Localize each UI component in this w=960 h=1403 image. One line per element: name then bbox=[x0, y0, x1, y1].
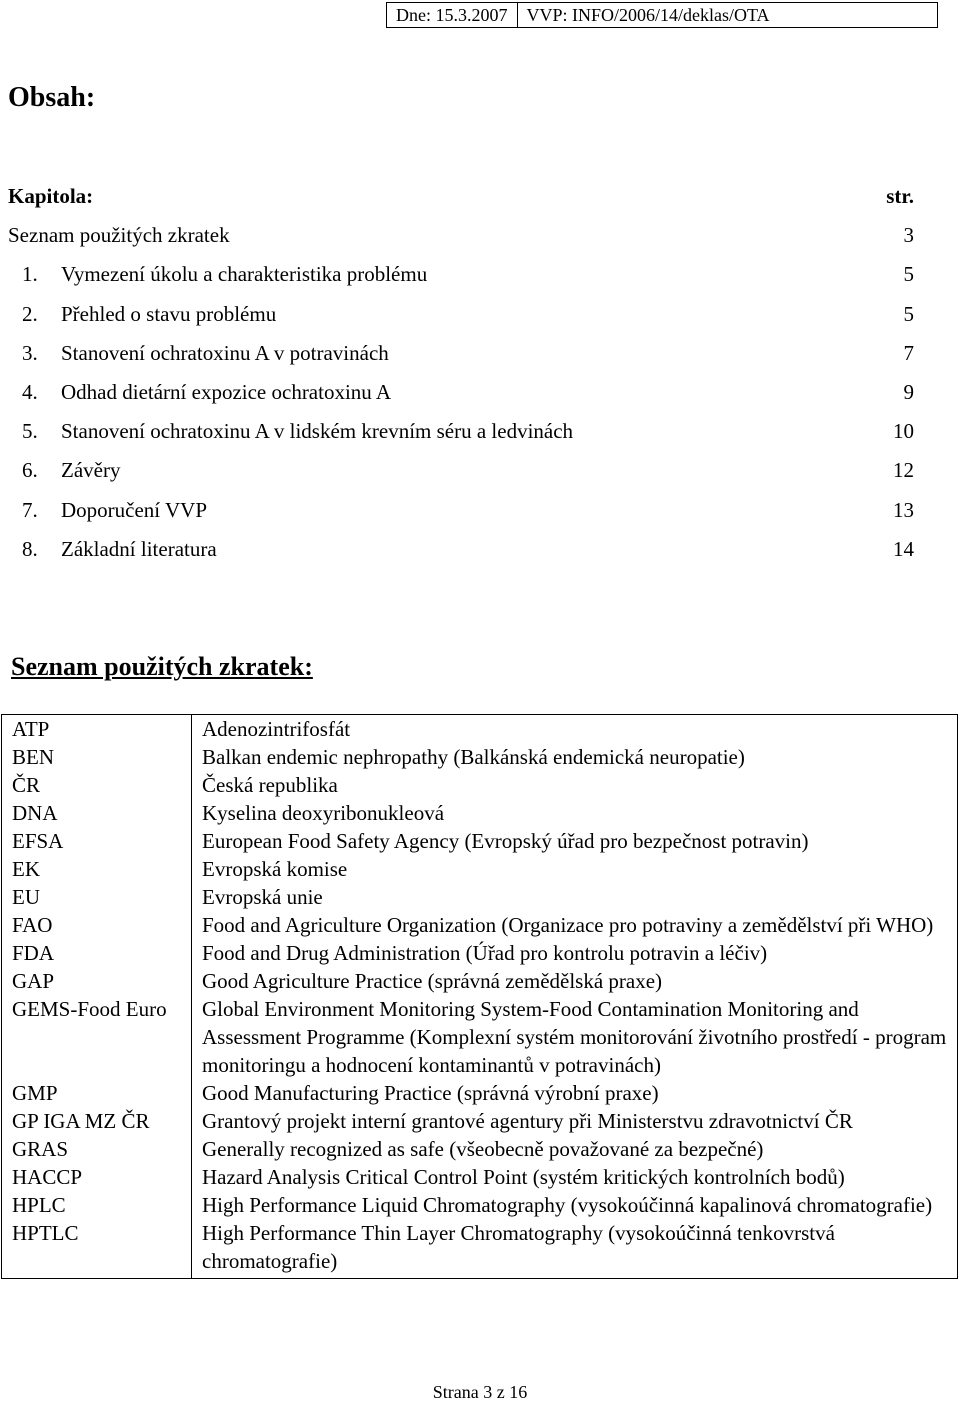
abbreviation-meaning: Balkan endemic nephropathy (Balkánská endemická neuropatie) bbox=[192, 743, 958, 771]
table-row bbox=[2, 799, 958, 827]
toc-entry-page: 9 bbox=[903, 379, 914, 404]
abbreviation: FAO bbox=[2, 911, 192, 939]
toc-entry-page: 5 bbox=[903, 301, 914, 326]
toc-entry-title bbox=[8, 451, 120, 490]
abbreviation-meaning: Kyselina deoxyribonukleová bbox=[192, 799, 958, 827]
abbreviations-table bbox=[1, 714, 958, 1279]
abbreviation: EU bbox=[2, 883, 192, 911]
toc-entry-page: 12 bbox=[893, 458, 914, 483]
table-row bbox=[2, 771, 958, 799]
abbreviation-meaning: Global Environment Monitoring System-Food Contamination Monitoring and Assessment Programme (Komplexní systém monitorování životního prostředí - program monitoringu a hodnocení kontaminantů v potravinách) bbox=[192, 995, 958, 1079]
toc-entry-number: 2. bbox=[22, 301, 38, 326]
abbreviation: HPLC bbox=[2, 1191, 192, 1219]
table-row bbox=[2, 1191, 958, 1219]
abbreviation: EFSA bbox=[2, 827, 192, 855]
toc-entry bbox=[8, 412, 914, 451]
table-row bbox=[2, 995, 958, 1079]
toc-title: Obsah: bbox=[8, 82, 96, 113]
toc-entry-number: 1. bbox=[22, 262, 38, 287]
abbreviation-meaning: Grantový projekt interní grantové agentury při Ministerstvu zdravotnictví ČR bbox=[192, 1107, 958, 1135]
toc-entry bbox=[8, 255, 914, 294]
abbreviation-meaning: Adenozintrifosfát bbox=[192, 715, 958, 744]
toc-entry-label: Odhad dietární expozice ochratoxinu A bbox=[61, 379, 392, 404]
table-row bbox=[2, 715, 958, 744]
toc-entry-number: 3. bbox=[22, 340, 38, 365]
toc-entry-title bbox=[8, 295, 276, 334]
table-row bbox=[2, 939, 958, 967]
toc-entry-label: Základní literatura bbox=[61, 536, 217, 561]
table-row bbox=[2, 1107, 958, 1135]
table-of-contents bbox=[8, 177, 914, 569]
abbreviation-meaning: Food and Drug Administration (Úřad pro kontrolu potravin a léčiv) bbox=[192, 939, 958, 967]
abbreviation: GAP bbox=[2, 967, 192, 995]
abbreviation: GMP bbox=[2, 1079, 192, 1107]
toc-entry-label: Stanovení ochratoxinu A v potravinách bbox=[61, 340, 389, 365]
toc-entry-page: 5 bbox=[903, 262, 914, 287]
abbreviation-meaning: Evropská komise bbox=[192, 855, 958, 883]
toc-entry-title bbox=[8, 373, 391, 412]
abbreviation-meaning: High Performance Thin Layer Chromatography (vysokoúčinná tenkovrstvá chromatografie) bbox=[192, 1219, 958, 1279]
toc-entry-label: Stanovení ochratoxinu A v lidském krevním séru a ledvinách bbox=[61, 419, 574, 444]
toc-entry-number: 4. bbox=[22, 379, 38, 404]
abbreviation: EK bbox=[2, 855, 192, 883]
header-reference: VVP: INFO/2006/14/deklas/OTA bbox=[517, 3, 938, 27]
toc-entry-label: Přehled o stavu problému bbox=[61, 301, 277, 326]
abbreviation-meaning: Generally recognized as safe (všeobecně považované za bezpečné) bbox=[192, 1135, 958, 1163]
abbreviation-meaning: High Performance Liquid Chromatography (vysokoúčinná kapalinová chromatografie) bbox=[192, 1191, 958, 1219]
toc-entry-page: 3 bbox=[903, 223, 914, 248]
toc-entry-title bbox=[8, 491, 207, 530]
abbreviation: HACCP bbox=[2, 1163, 192, 1191]
table-row bbox=[2, 1135, 958, 1163]
toc-entry bbox=[8, 491, 914, 530]
toc-entry-label: Závěry bbox=[61, 458, 121, 483]
toc-entry-label: Vymezení úkolu a charakteristika problému bbox=[61, 262, 428, 287]
table-row bbox=[2, 1079, 958, 1107]
toc-entry bbox=[8, 216, 914, 255]
toc-entry-number: 7. bbox=[22, 497, 38, 522]
abbreviation-meaning: European Food Safety Agency (Evropský úřad pro bezpečnost potravin) bbox=[192, 827, 958, 855]
toc-entry-label: Seznam použitých zkratek bbox=[8, 223, 230, 248]
toc-entry-page: 14 bbox=[893, 536, 914, 561]
toc-entry-label: Doporučení VVP bbox=[61, 497, 208, 522]
toc-entry-title bbox=[8, 530, 217, 569]
toc-entry-title bbox=[8, 255, 427, 294]
toc-entry-page: 13 bbox=[893, 497, 914, 522]
table-row bbox=[2, 855, 958, 883]
abbreviation-meaning: Hazard Analysis Critical Control Point (systém kritických kontrolních bodů) bbox=[192, 1163, 958, 1191]
toc-entry bbox=[8, 334, 914, 373]
toc-entry bbox=[8, 451, 914, 490]
abbreviation: GP IGA MZ ČR bbox=[2, 1107, 192, 1135]
abbreviation: FDA bbox=[2, 939, 192, 967]
table-row bbox=[2, 743, 958, 771]
page-footer: Strana 3 z 16 bbox=[432, 1382, 528, 1402]
toc-entry-title bbox=[8, 216, 230, 255]
toc-entry bbox=[8, 295, 914, 334]
toc-column-chapter: Kapitola: bbox=[8, 184, 94, 208]
table-row bbox=[2, 827, 958, 855]
toc-entry bbox=[8, 530, 914, 569]
abbreviation: GEMS-Food Euro bbox=[2, 995, 192, 1079]
toc-entry-number: 8. bbox=[22, 536, 38, 561]
table-row bbox=[2, 883, 958, 911]
toc-entry-title bbox=[8, 412, 573, 451]
toc-entry-number: 5. bbox=[22, 419, 38, 444]
document-header bbox=[386, 2, 938, 28]
abbreviation: GRAS bbox=[2, 1135, 192, 1163]
header-date: Dne: 15.3.2007 bbox=[396, 5, 508, 25]
abbreviations-title: Seznam použitých zkratek: bbox=[11, 652, 313, 681]
abbreviation-meaning: Food and Agriculture Organization (Organizace pro potraviny a zemědělství při WHO) bbox=[192, 911, 958, 939]
abbreviation-meaning: Good Agriculture Practice (správná zemědělská praxe) bbox=[192, 967, 958, 995]
abbreviation-meaning: Česká republika bbox=[192, 771, 958, 799]
toc-entry-page: 7 bbox=[903, 340, 914, 365]
abbreviation: HPTLC bbox=[2, 1219, 192, 1279]
toc-entry bbox=[8, 373, 914, 412]
abbreviation-meaning: Evropská unie bbox=[192, 883, 958, 911]
table-row bbox=[2, 1219, 958, 1279]
table-row bbox=[2, 1163, 958, 1191]
table-row bbox=[2, 967, 958, 995]
toc-column-page: str. bbox=[886, 184, 914, 208]
abbreviation: DNA bbox=[2, 799, 192, 827]
abbreviation: ATP bbox=[2, 715, 192, 744]
abbreviation-meaning: Good Manufacturing Practice (správná výrobní praxe) bbox=[192, 1079, 958, 1107]
toc-entry-number: 6. bbox=[22, 458, 38, 483]
toc-header-row bbox=[8, 177, 914, 216]
toc-entry-page: 10 bbox=[893, 419, 914, 444]
table-row bbox=[2, 911, 958, 939]
toc-entry-title bbox=[8, 334, 389, 373]
abbreviation: BEN bbox=[2, 743, 192, 771]
abbreviation: ČR bbox=[2, 771, 192, 799]
